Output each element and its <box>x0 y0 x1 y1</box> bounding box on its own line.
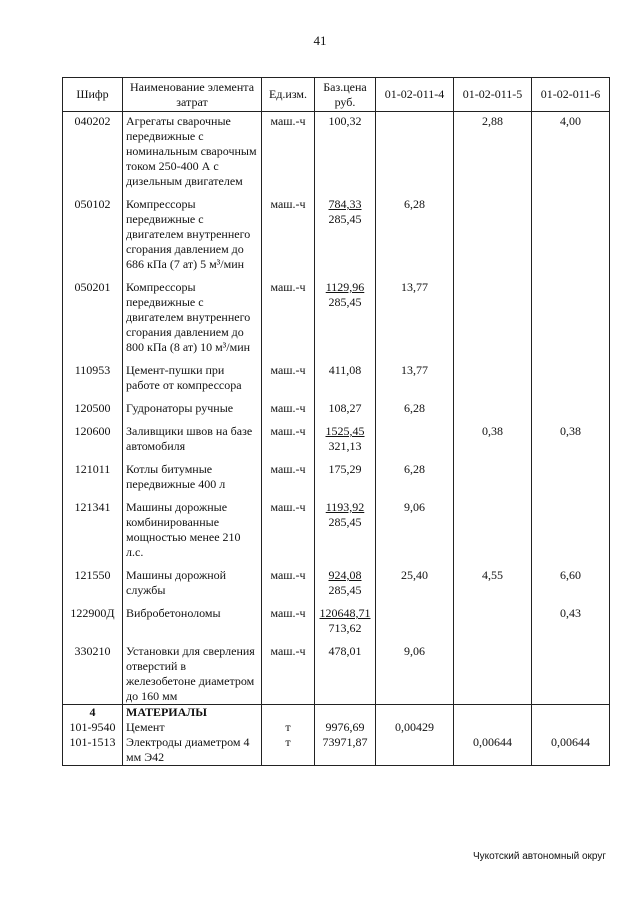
row-price: 1129,96 285,45 <box>315 272 376 355</box>
row-code: 050102 <box>63 189 123 272</box>
row-unit: маш.-ч <box>262 355 315 393</box>
table-row <box>63 735 610 766</box>
row-code: 120500 <box>63 393 123 416</box>
table-row <box>63 560 610 598</box>
row-c2: 0,38 <box>454 416 532 454</box>
row-c2 <box>454 393 532 416</box>
section-name: МАТЕРИАЛЫ <box>123 705 262 721</box>
header-price: Баз.цена руб. <box>315 78 376 112</box>
table-row <box>63 355 610 393</box>
row-c2 <box>454 636 532 705</box>
row-unit: маш.-ч <box>262 598 315 636</box>
table-row <box>63 492 610 560</box>
row-unit: маш.-ч <box>262 454 315 492</box>
header-c1: 01-02-011-4 <box>376 78 454 112</box>
row-c1: 9,06 <box>376 636 454 705</box>
row-c2 <box>454 720 532 735</box>
row-c1: 13,77 <box>376 355 454 393</box>
header-code: Шифр <box>63 78 123 112</box>
row-unit: т <box>262 720 315 735</box>
row-name: Агрегаты сварочные передвижные с номинальным сварочным током 250-400 А с дизельным двигателем <box>123 112 262 190</box>
row-c1: 13,77 <box>376 272 454 355</box>
row-code: 121011 <box>63 454 123 492</box>
row-c3: 0,43 <box>532 598 610 636</box>
page-number: 41 <box>313 33 327 48</box>
row-price: 924,08 285,45 <box>315 560 376 598</box>
row-price: 478,01 <box>315 636 376 705</box>
row-c1 <box>376 735 454 766</box>
row-price: 411,08 <box>315 355 376 393</box>
footer-region: Чукотский автономный округ <box>472 851 606 862</box>
table-row <box>63 112 610 190</box>
row-c1: 0,00429 <box>376 720 454 735</box>
row-unit: маш.-ч <box>262 112 315 190</box>
row-price: 1525,45 321,13 <box>315 416 376 454</box>
row-unit: маш.-ч <box>262 560 315 598</box>
row-unit: маш.-ч <box>262 492 315 560</box>
table-row <box>63 189 610 272</box>
row-c1: 6,28 <box>376 454 454 492</box>
row-price: 175,29 <box>315 454 376 492</box>
row-c2 <box>454 189 532 272</box>
section-code: 4 <box>63 705 123 721</box>
row-code: 110953 <box>63 355 123 393</box>
header-name: Наименование элемента затрат <box>123 78 262 112</box>
row-name: Компрессоры передвижные с двигателем внутреннего сгорания давлением до 800 кПа (8 ат) 10 м³/мин <box>123 272 262 355</box>
row-name: Вибробетоноломы <box>123 598 262 636</box>
table-row <box>63 598 610 636</box>
section-empty <box>262 705 315 721</box>
row-name: Машины дорожные комбинированные мощностью менее 210 л.с. <box>123 492 262 560</box>
row-name: Электроды диаметром 4 мм Э42 <box>123 735 262 766</box>
row-c3 <box>532 636 610 705</box>
row-code: 121550 <box>63 560 123 598</box>
row-c3 <box>532 393 610 416</box>
table-row <box>63 454 610 492</box>
row-c3: 0,38 <box>532 416 610 454</box>
row-code: 121341 <box>63 492 123 560</box>
row-c2 <box>454 492 532 560</box>
section-empty <box>532 705 610 721</box>
section-empty <box>376 705 454 721</box>
row-unit: маш.-ч <box>262 393 315 416</box>
row-price: 1193,92 285,45 <box>315 492 376 560</box>
row-c1: 6,28 <box>376 189 454 272</box>
row-unit: маш.-ч <box>262 416 315 454</box>
row-c3 <box>532 454 610 492</box>
row-unit: маш.-ч <box>262 189 315 272</box>
row-code: 330210 <box>63 636 123 705</box>
row-c1 <box>376 416 454 454</box>
row-c2: 4,55 <box>454 560 532 598</box>
row-c2 <box>454 454 532 492</box>
header-c3: 01-02-011-6 <box>532 78 610 112</box>
row-name: Машины дорожной службы <box>123 560 262 598</box>
table-row <box>63 636 610 705</box>
row-code: 122900Д <box>63 598 123 636</box>
table-row <box>63 720 610 735</box>
row-name: Компрессоры передвижные с двигателем внутреннего сгорания давлением до 686 кПа (7 ат) 5 м³/мин <box>123 189 262 272</box>
row-c3 <box>532 355 610 393</box>
row-price: 100,32 <box>315 112 376 190</box>
row-c3 <box>532 189 610 272</box>
row-c3 <box>532 720 610 735</box>
row-name: Заливщики швов на базе автомобиля <box>123 416 262 454</box>
row-price: 784,33 285,45 <box>315 189 376 272</box>
table-row <box>63 416 610 454</box>
row-name: Цемент <box>123 720 262 735</box>
row-c1: 25,40 <box>376 560 454 598</box>
row-c1 <box>376 598 454 636</box>
row-name: Котлы битумные передвижные 400 л <box>123 454 262 492</box>
row-c1: 9,06 <box>376 492 454 560</box>
row-c2: 0,00644 <box>454 735 532 766</box>
header-unit: Ед.изм. <box>262 78 315 112</box>
section-empty <box>315 705 376 721</box>
row-price: 9976,69 <box>315 720 376 735</box>
row-price: 108,27 <box>315 393 376 416</box>
row-c3 <box>532 272 610 355</box>
row-code: 101-9540 <box>63 720 123 735</box>
row-c2: 2,88 <box>454 112 532 190</box>
row-unit: маш.-ч <box>262 636 315 705</box>
row-c3: 6,60 <box>532 560 610 598</box>
section-empty <box>454 705 532 721</box>
row-c3: 0,00644 <box>532 735 610 766</box>
header-c2: 01-02-011-5 <box>454 78 532 112</box>
row-c2 <box>454 272 532 355</box>
table-row <box>63 393 610 416</box>
table-header-row <box>63 78 610 112</box>
row-price: 73971,87 <box>315 735 376 766</box>
row-c2 <box>454 355 532 393</box>
row-code: 050201 <box>63 272 123 355</box>
row-name: Установки для сверления отверстий в железобетоне диаметром до 160 мм <box>123 636 262 705</box>
row-c3 <box>532 492 610 560</box>
row-name: Гудронаторы ручные <box>123 393 262 416</box>
section-row <box>63 705 610 721</box>
row-code: 120600 <box>63 416 123 454</box>
row-c1: 6,28 <box>376 393 454 416</box>
row-unit: т <box>262 735 315 766</box>
row-unit: маш.-ч <box>262 272 315 355</box>
row-price: 120648,71 713,62 <box>315 598 376 636</box>
table-row <box>63 272 610 355</box>
row-name: Цемент-пушки при работе от компрессора <box>123 355 262 393</box>
row-code: 101-1513 <box>63 735 123 766</box>
row-code: 040202 <box>63 112 123 190</box>
row-c1 <box>376 112 454 190</box>
rates-table <box>62 77 610 766</box>
row-c2 <box>454 598 532 636</box>
row-c3: 4,00 <box>532 112 610 190</box>
